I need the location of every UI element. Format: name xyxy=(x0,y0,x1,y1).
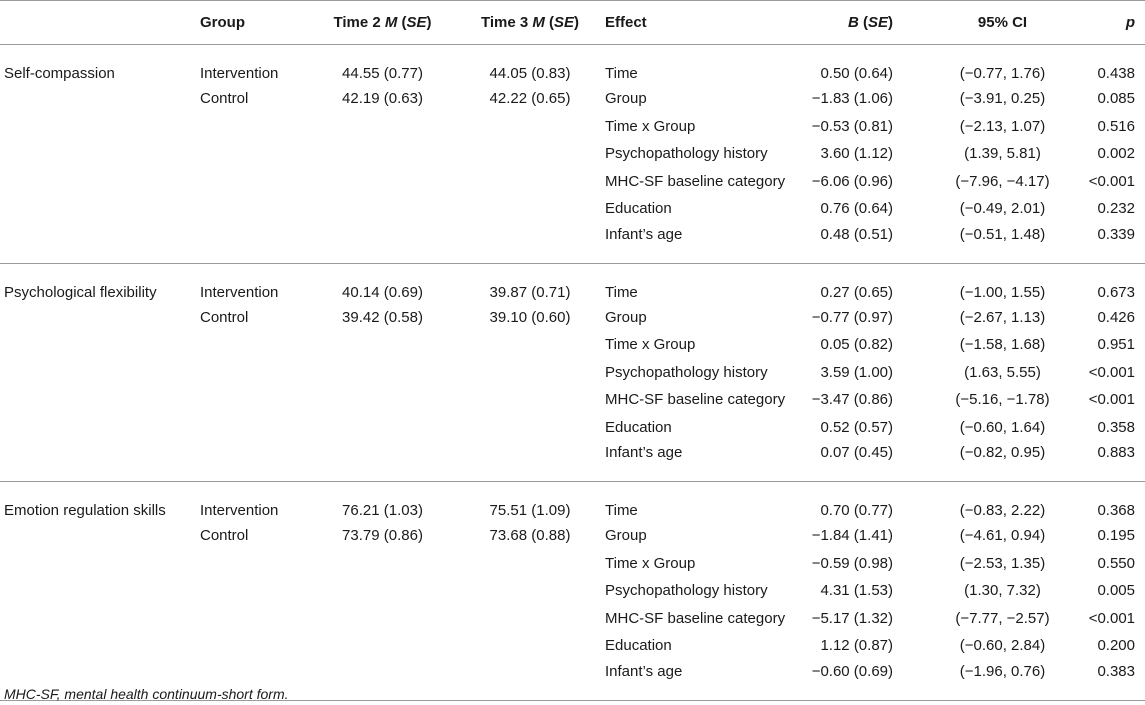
cell-group xyxy=(200,113,310,141)
cell-effect: Group xyxy=(605,527,647,545)
cell-time2 xyxy=(310,195,455,223)
cell-time3 xyxy=(455,632,605,660)
cell-outcome xyxy=(0,304,200,332)
cell-time2: 40.14 (0.69) xyxy=(342,283,423,301)
cell-effect: MHC-SF baseline category xyxy=(605,391,786,409)
cell-b-se: −0.53 (0.81) xyxy=(811,117,893,135)
cell-effect: Time x Group xyxy=(605,554,696,572)
header-outcome xyxy=(0,1,200,45)
cell-outcome xyxy=(0,113,200,141)
cell-b-se: 0.50 (0.64) xyxy=(820,65,893,82)
cell-effect: Education xyxy=(605,418,672,436)
cell-effect: Education xyxy=(605,637,672,655)
cell-effect: Psychopathology history xyxy=(605,582,768,600)
table-row xyxy=(0,85,1145,113)
cell-time3: 39.10 (0.60) xyxy=(489,308,571,326)
cell-outcome xyxy=(0,414,200,442)
table-row xyxy=(0,113,1145,141)
cell-p: 0.673 xyxy=(1097,283,1135,301)
cell-time2 xyxy=(310,140,455,168)
cell-p: <0.001 xyxy=(1088,609,1135,627)
cell-time3 xyxy=(455,359,605,387)
cell-time2 xyxy=(310,441,455,482)
cell-group xyxy=(200,195,310,223)
cell-p: 0.200 xyxy=(1097,637,1135,655)
table-row xyxy=(0,331,1145,359)
table-row xyxy=(0,168,1145,196)
cell-ci: (−2.13, 1.07) xyxy=(959,117,1046,135)
cell-outcome: Self-compassion xyxy=(4,65,115,82)
cell-p: 0.002 xyxy=(1097,145,1135,163)
table-row xyxy=(0,605,1145,633)
cell-p: 0.438 xyxy=(1097,65,1135,82)
cell-time3: 39.87 (0.71) xyxy=(489,283,571,301)
cell-ci: (−1.00, 1.55) xyxy=(959,283,1046,301)
cell-group: Control xyxy=(200,527,249,545)
cell-group xyxy=(200,223,310,264)
cell-p: 0.232 xyxy=(1097,200,1135,218)
table-body xyxy=(0,45,1145,701)
table-row xyxy=(0,304,1145,332)
cell-b-se: −0.60 (0.69) xyxy=(805,660,935,701)
cell-group: Intervention xyxy=(200,502,279,519)
cell-ci: (−0.77, 1.76) xyxy=(959,65,1046,82)
cell-p: 0.883 xyxy=(1070,441,1145,482)
cell-time3: 73.68 (0.88) xyxy=(489,527,571,545)
cell-group: Control xyxy=(200,308,249,326)
cell-b-se: 0.52 (0.57) xyxy=(820,418,893,436)
header-time3-prefix: Time 3 xyxy=(480,14,533,31)
header-time3-close: ) xyxy=(574,14,580,31)
cell-ci: (−0.60, 1.64) xyxy=(959,418,1046,436)
cell-time3 xyxy=(455,414,605,442)
cell-ci: (−4.61, 0.94) xyxy=(959,527,1046,545)
cell-p: 0.368 xyxy=(1097,502,1135,519)
cell-time3 xyxy=(455,441,605,482)
cell-time3 xyxy=(455,113,605,141)
cell-time2 xyxy=(310,414,455,442)
cell-time2 xyxy=(310,113,455,141)
cell-ci: (−0.82, 0.95) xyxy=(935,441,1070,482)
cell-group xyxy=(200,550,310,578)
cell-time3 xyxy=(455,331,605,359)
cell-b-se: −3.47 (0.86) xyxy=(811,391,893,409)
cell-group xyxy=(200,577,310,605)
cell-b-se: −1.84 (1.41) xyxy=(811,527,893,545)
cell-time2: 76.21 (1.03) xyxy=(342,502,423,519)
cell-time2 xyxy=(310,550,455,578)
cell-effect: Infant’s age xyxy=(605,223,805,264)
cell-group xyxy=(200,359,310,387)
cell-time2: 73.79 (0.86) xyxy=(342,527,423,545)
cell-time3: 75.51 (1.09) xyxy=(489,502,571,519)
cell-ci: (−7.96, −4.17) xyxy=(955,172,1050,190)
cell-p: 0.426 xyxy=(1097,308,1135,326)
header-time2-m: M xyxy=(384,14,398,31)
cell-b-se: 1.12 (0.87) xyxy=(820,637,893,655)
cell-time2 xyxy=(310,605,455,633)
cell-time3 xyxy=(455,660,605,701)
header-b-close: ) xyxy=(888,14,893,31)
cell-time3 xyxy=(455,386,605,414)
cell-group xyxy=(200,140,310,168)
cell-b-se: −5.17 (1.32) xyxy=(811,609,893,627)
table-row xyxy=(0,482,1145,523)
cell-ci: (1.63, 5.55) xyxy=(964,363,1041,381)
header-b xyxy=(805,1,935,45)
table-row xyxy=(0,263,1145,304)
cell-ci: (−7.77, −2.57) xyxy=(955,609,1050,627)
cell-group: Control xyxy=(200,90,249,108)
cell-p: 0.951 xyxy=(1097,336,1135,354)
cell-group: Intervention xyxy=(200,65,279,82)
cell-b-se: −0.77 (0.97) xyxy=(811,308,893,326)
cell-effect: Time x Group xyxy=(605,336,696,354)
cell-effect: Time xyxy=(605,283,638,301)
cell-ci: (−1.58, 1.68) xyxy=(959,336,1046,354)
cell-effect: Infant’s age xyxy=(605,660,805,701)
cell-effect: MHC-SF baseline category xyxy=(605,172,786,190)
cell-b-se: 0.27 (0.65) xyxy=(820,283,893,301)
cell-group: Intervention xyxy=(200,283,279,301)
cell-b-se: 0.07 (0.45) xyxy=(805,441,935,482)
cell-ci: (−5.16, −1.78) xyxy=(955,391,1050,409)
cell-time2: 42.19 (0.63) xyxy=(342,90,423,108)
table-row xyxy=(0,522,1145,550)
cell-time3 xyxy=(455,223,605,264)
cell-effect: Group xyxy=(605,90,647,108)
cell-ci: (−0.83, 2.22) xyxy=(959,502,1046,519)
cell-outcome xyxy=(0,441,200,482)
cell-effect: Time x Group xyxy=(605,117,696,135)
cell-p: <0.001 xyxy=(1088,363,1135,381)
cell-effect: Time xyxy=(605,65,638,82)
cell-effect: Time xyxy=(605,502,638,519)
cell-ci: (−3.91, 0.25) xyxy=(959,90,1046,108)
cell-time3 xyxy=(455,140,605,168)
cell-p: <0.001 xyxy=(1088,391,1135,409)
header-b-open: ( xyxy=(858,14,868,31)
cell-b-se: 0.70 (0.77) xyxy=(820,502,893,519)
table-row xyxy=(0,140,1145,168)
table-header xyxy=(0,1,1145,45)
cell-outcome xyxy=(0,85,200,113)
cell-time3: 42.22 (0.65) xyxy=(489,90,571,108)
header-time2-se: SE xyxy=(406,14,427,31)
cell-effect: Psychopathology history xyxy=(605,145,768,163)
cell-p: 0.550 xyxy=(1097,554,1135,572)
cell-outcome xyxy=(0,195,200,223)
cell-time2 xyxy=(310,168,455,196)
cell-outcome xyxy=(0,331,200,359)
cell-ci: (−0.51, 1.48) xyxy=(935,223,1070,264)
cell-outcome xyxy=(0,168,200,196)
cell-ci: (−0.60, 2.84) xyxy=(959,637,1046,655)
cell-ci: (−0.49, 2.01) xyxy=(959,200,1046,218)
cell-p: <0.001 xyxy=(1088,172,1135,190)
table-row xyxy=(0,632,1145,660)
cell-p: 0.339 xyxy=(1070,223,1145,264)
cell-outcome xyxy=(0,632,200,660)
cell-group xyxy=(200,441,310,482)
cell-time3 xyxy=(455,195,605,223)
cell-b-se: −1.83 (1.06) xyxy=(811,90,893,108)
table-row xyxy=(0,441,1145,482)
cell-b-se: 3.60 (1.12) xyxy=(820,145,893,163)
cell-outcome xyxy=(0,386,200,414)
cell-outcome: Psychological flexibility xyxy=(4,283,157,301)
cell-p: 0.516 xyxy=(1097,117,1135,135)
cell-time2 xyxy=(310,359,455,387)
table-row xyxy=(0,414,1145,442)
cell-outcome xyxy=(0,605,200,633)
cell-time2 xyxy=(310,223,455,264)
cell-group xyxy=(200,386,310,414)
cell-b-se: −0.59 (0.98) xyxy=(811,554,893,572)
cell-time3 xyxy=(455,168,605,196)
cell-outcome xyxy=(0,577,200,605)
cell-ci: (−2.67, 1.13) xyxy=(959,308,1046,326)
cell-b-se: 3.59 (1.00) xyxy=(820,363,893,381)
header-p-label: p xyxy=(1125,14,1135,31)
header-time2-close: ) xyxy=(426,14,432,31)
header-time2 xyxy=(310,1,455,45)
cell-outcome xyxy=(0,223,200,264)
cell-time3 xyxy=(455,550,605,578)
cell-outcome xyxy=(0,140,200,168)
header-row xyxy=(0,1,1145,45)
cell-b-se: 0.48 (0.51) xyxy=(805,223,935,264)
cell-effect: Group xyxy=(605,308,647,326)
cell-group xyxy=(200,632,310,660)
cell-time2: 44.55 (0.77) xyxy=(342,65,423,82)
table-row xyxy=(0,359,1145,387)
cell-ci: (−1.96, 0.76) xyxy=(935,660,1070,701)
cell-p: 0.085 xyxy=(1097,90,1135,108)
cell-time2 xyxy=(310,660,455,701)
cell-time2 xyxy=(310,632,455,660)
cell-effect: Psychopathology history xyxy=(605,363,768,381)
cell-outcome xyxy=(0,359,200,387)
cell-group xyxy=(200,331,310,359)
table-row xyxy=(0,223,1145,264)
cell-group xyxy=(200,168,310,196)
cell-ci: (−2.53, 1.35) xyxy=(959,554,1046,572)
cell-p: 0.005 xyxy=(1097,582,1135,600)
cell-time2 xyxy=(310,577,455,605)
header-effect: Effect xyxy=(605,1,805,45)
header-b-b: B xyxy=(847,14,859,31)
header-time2-prefix: Time 2 xyxy=(333,14,385,31)
cell-outcome xyxy=(0,522,200,550)
header-time2-open: ( xyxy=(397,14,407,31)
header-time3-m: M xyxy=(532,14,545,31)
table-row xyxy=(0,195,1145,223)
header-time3-se: SE xyxy=(554,14,575,31)
header-time3-open: ( xyxy=(544,14,555,31)
cell-time2: 39.42 (0.58) xyxy=(342,308,423,326)
cell-b-se: 0.76 (0.64) xyxy=(820,200,893,218)
cell-effect: Education xyxy=(605,200,672,218)
cell-effect: MHC-SF baseline category xyxy=(605,609,786,627)
header-time3 xyxy=(455,1,605,45)
table-row xyxy=(0,45,1145,86)
cell-ci: (1.30, 7.32) xyxy=(964,582,1041,600)
cell-time3 xyxy=(455,577,605,605)
cell-b-se: 0.05 (0.82) xyxy=(820,336,893,354)
cell-group xyxy=(200,605,310,633)
cell-p: 0.383 xyxy=(1070,660,1145,701)
cell-outcome xyxy=(0,550,200,578)
cell-b-se: −6.06 (0.96) xyxy=(811,172,893,190)
cell-group xyxy=(200,414,310,442)
cell-ci: (1.39, 5.81) xyxy=(964,145,1041,163)
table-row xyxy=(0,577,1145,605)
cell-time2 xyxy=(310,331,455,359)
cell-p: 0.195 xyxy=(1097,527,1135,545)
cell-p: 0.358 xyxy=(1097,418,1135,436)
cell-b-se: 4.31 (1.53) xyxy=(820,582,893,600)
header-group: Group xyxy=(200,1,310,45)
cell-effect: Infant’s age xyxy=(605,441,805,482)
table-row xyxy=(0,550,1145,578)
cell-outcome: Emotion regulation skills xyxy=(4,502,166,519)
header-ci: 95% CI xyxy=(935,1,1070,45)
table-footnote: MHC-SF, mental health continuum-short form. xyxy=(4,686,289,702)
header-p xyxy=(1070,1,1145,45)
cell-time3: 44.05 (0.83) xyxy=(489,65,571,82)
header-b-se: SE xyxy=(867,14,888,31)
cell-time3 xyxy=(455,605,605,633)
table-row xyxy=(0,386,1145,414)
cell-time2 xyxy=(310,386,455,414)
